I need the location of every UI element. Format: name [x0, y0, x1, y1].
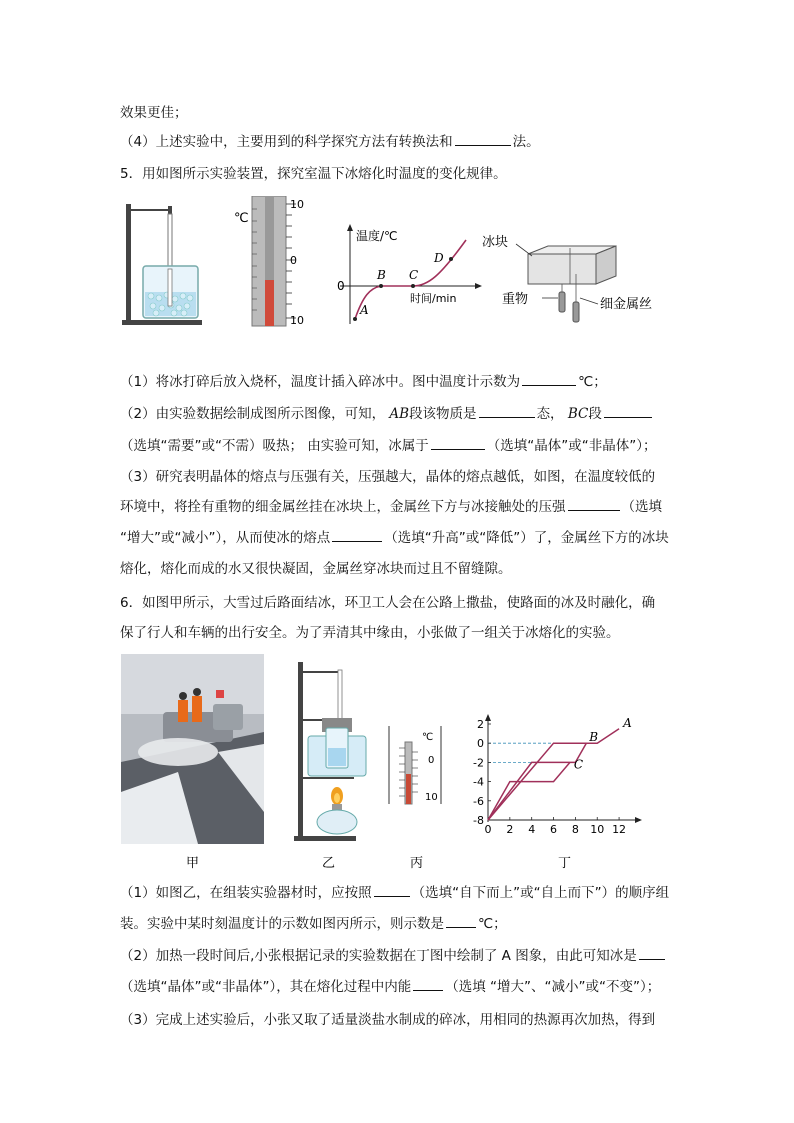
point-d-label: D — [434, 251, 444, 265]
y-axis-arrow — [485, 714, 491, 721]
caption-yi: 乙 — [322, 856, 336, 871]
x-tick-label: 0 — [484, 823, 492, 836]
graph-y-label: 温度/℃ — [356, 229, 398, 243]
caption-ding: 丁 — [558, 856, 572, 871]
point-a-label: A — [360, 303, 369, 317]
y-tick-label: 2 — [477, 718, 484, 731]
tick-label: 10 — [425, 792, 438, 803]
figure-6 — [118, 652, 658, 877]
answer-blank[interactable] — [639, 946, 665, 960]
q5-part1: （1）将冰打碎后放入烧杯，温度计插入碎冰中。图中温度计示数为 ℃； — [120, 374, 607, 390]
x-tick-label: 8 — [571, 823, 579, 836]
caption-bing: 丙 — [410, 856, 424, 871]
series-label-a: A — [623, 715, 632, 730]
point-c-label: C — [409, 268, 419, 282]
q6-part3: （3）完成上述实验后，小张又取了适量淡盐水制成的碎冰，用相同的热源再次加热，得到 — [120, 1012, 656, 1028]
q6-part2-line2: （选填“晶体”或“非晶体”），其在熔化过程中内能 （选填 “增大”、“减小”或“不变”）； — [120, 979, 661, 995]
text-line-2: （4）上述实验中，主要用到的科学探究方法有转换法和 法。 — [120, 134, 540, 150]
series-line-a — [488, 729, 619, 820]
answer-blank[interactable] — [413, 977, 443, 991]
q6-part1-line2: 装。实验中某时刻温度计的示数如图丙所示，则示数是 ℃； — [120, 916, 507, 932]
temperature-time-graph — [337, 224, 482, 324]
y-tick-label: -4 — [473, 775, 484, 789]
q6-part2-line1: （2）加热一段时间后,小张根据记录的实验数据在丁图中绘制了 A 图象，由此可知冰是 — [120, 946, 667, 966]
answer-blank[interactable] — [522, 372, 576, 386]
q5-part3-line3: “增大”或“减小”），从而使冰的熔点 （选填“升高”或“降低”）了，金属丝下方的冰块 — [120, 530, 669, 546]
y-tick-label: 0 — [477, 737, 484, 751]
answer-blank[interactable] — [374, 883, 410, 897]
q5-part2-line2: （选填“需要”或“不需）吸热； 由实验可知，冰属于 （选填“晶体”或“非晶体”）； — [120, 438, 657, 454]
answer-blank[interactable] — [604, 404, 652, 418]
thermometer-unit: ℃ — [234, 211, 249, 226]
caption-jia: 甲 — [186, 856, 200, 871]
snow-road-photo — [121, 654, 264, 844]
q6-part1-line1: （1）如图乙，在组装实验器材时，应按照 （选填“自下而上”或“自上而下”）的顺序组 — [120, 885, 670, 901]
metal-wire-label: 细金属丝 — [600, 297, 653, 312]
answer-blank[interactable] — [332, 528, 382, 542]
answer-blank[interactable] — [568, 497, 620, 511]
answer-blank[interactable] — [479, 404, 535, 418]
answer-blank[interactable] — [431, 436, 485, 450]
x-tick-label: 2 — [506, 823, 514, 836]
tick-label: 0 — [428, 755, 435, 766]
thermometer-figure-5 — [234, 196, 304, 327]
graph-origin: 0 — [337, 279, 345, 293]
x-tick-label: 4 — [528, 823, 536, 836]
figure-5 — [118, 196, 678, 336]
answer-blank[interactable] — [455, 132, 511, 146]
question-5-title: 5．用如图所示实验装置，探究室温下冰熔化时温度的变化规律。 — [120, 166, 507, 182]
question-6-line1: 6．如图甲所示，大雪过后路面结冰，环卫工人会在公路上撒盐，使路面的冰及时融化，确 — [120, 595, 656, 611]
stand-beaker-apparatus — [122, 204, 202, 325]
q5-part3-line1: （3）研究表明晶体的熔点与压强有关，压强越大，晶体的熔点越低，如图，在温度较低的 — [120, 469, 656, 485]
y-tick-label: -8 — [473, 814, 484, 827]
text-line-1: 效果更佳； — [120, 105, 188, 121]
thermometer-figure-6 — [389, 726, 441, 804]
y-tick-label: -2 — [473, 756, 484, 770]
weight-label: 重物 — [502, 292, 529, 307]
tick-label: 0 — [290, 254, 297, 267]
ice-block-label: 冰块 — [482, 235, 509, 250]
q5-part3-line2: 环境中，将拴有重物的细金属丝挂在冰块上，金属丝下方与冰接触处的压强 （选填 — [120, 499, 662, 515]
point-b-label: B — [377, 268, 386, 282]
ice-block-wire-figure — [482, 234, 652, 322]
x-tick-label: 12 — [612, 823, 627, 836]
heating-apparatus — [294, 662, 366, 841]
tick-label: 10 — [290, 314, 304, 327]
tick-label: 10 — [290, 198, 304, 211]
graph-x-label: 时间/min — [410, 292, 457, 305]
thermometer-unit: ℃ — [422, 732, 434, 743]
x-tick-label: 6 — [550, 823, 558, 836]
melting-chart — [473, 714, 642, 836]
y-tick-label: -6 — [473, 794, 484, 808]
series-label-c: C — [573, 757, 584, 772]
q5-part2-line1: （2）由实验数据绘制成图所示图像，可知， AB段该物质是 态， BC段 — [120, 404, 654, 424]
answer-blank[interactable] — [446, 914, 476, 928]
question-6-line2: 保了行人和车辆的出行安全。为了弄清其中缘由，小张做了一组关于冰熔化的实验。 — [120, 625, 620, 641]
series-label-b: B — [589, 730, 599, 745]
q5-part3-line4: 熔化，熔化而成的水又很快凝固，金属丝穿冰块而过且不留缝隙。 — [120, 561, 512, 577]
x-tick-label: 10 — [590, 823, 605, 836]
x-axis-arrow — [635, 817, 642, 823]
